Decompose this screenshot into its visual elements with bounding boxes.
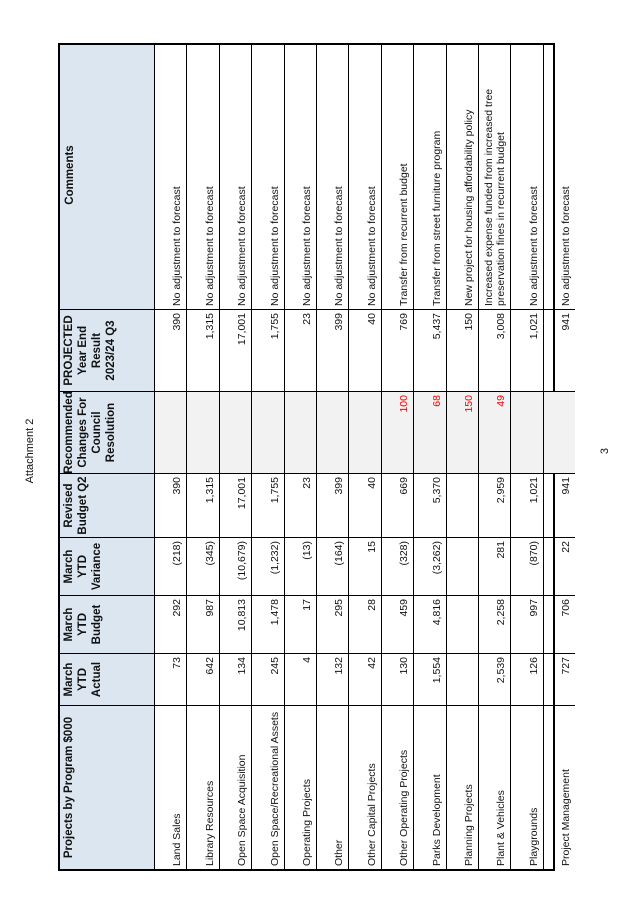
variance-cell: (3,262)	[414, 537, 445, 595]
table-row	[447, 45, 479, 869]
program-cell: Plant & Vehicles	[479, 705, 510, 869]
projected-cell: 1,315	[187, 309, 218, 391]
budget-cell	[447, 595, 478, 653]
program-cell: Open Space Acquisition	[220, 705, 251, 869]
comment-cell: Transfer from street furniture program	[430, 130, 443, 306]
program-cell: Operating Projects	[285, 705, 316, 869]
projects-table	[58, 43, 573, 871]
variance-cell: (10,679)	[220, 537, 251, 595]
variance-cell: 281	[479, 537, 510, 595]
actual-cell: 73	[155, 653, 186, 705]
table-row	[285, 45, 317, 869]
revised-budget-cell: 1,315	[187, 473, 218, 537]
table-row	[317, 45, 349, 869]
header-projected: PROJECTED Year End Result 2023/24 Q3	[60, 309, 154, 391]
budget-cell: 4,816	[414, 595, 445, 653]
header-comments: Comments	[64, 145, 76, 205]
actual-cell	[447, 653, 478, 705]
comment-cell: No adjustment to forecast	[268, 186, 281, 306]
comment-cell: Transfer from recurrent budget	[398, 163, 411, 306]
page-number: 3	[599, 447, 611, 455]
comment-cell: No adjustment to forecast	[333, 186, 346, 306]
program-cell: Open Space/Recreational Assets	[252, 705, 283, 869]
comment-cell: No adjustment to forecast	[203, 186, 216, 306]
program-cell: Other Capital Projects	[349, 705, 380, 869]
actual-cell: 132	[317, 653, 348, 705]
revised-budget-cell: 5,370	[414, 473, 445, 537]
comment-cell: No adjustment to forecast	[236, 186, 249, 306]
recommended-change-cell	[252, 391, 283, 473]
header-march-ytd-budget: March YTD Budget	[60, 595, 154, 653]
recommended-change-cell	[511, 391, 542, 473]
program-cell: Other Operating Projects	[382, 705, 413, 869]
budget-cell: 295	[317, 595, 348, 653]
budget-cell: 17	[285, 595, 316, 653]
recommended-change-cell	[544, 391, 575, 473]
budget-cell: 997	[511, 595, 542, 653]
revised-budget-cell: 941	[544, 473, 575, 537]
budget-cell: 2,258	[479, 595, 510, 653]
actual-cell: 727	[544, 653, 575, 705]
budget-cell: 28	[349, 595, 380, 653]
revised-budget-cell: 23	[285, 473, 316, 537]
table-viewport	[58, 43, 573, 871]
table-row	[544, 45, 575, 869]
table-row	[479, 45, 511, 869]
header-march-ytd-variance: March YTD Variance	[60, 537, 154, 595]
actual-cell: 2,539	[479, 653, 510, 705]
table-header	[60, 45, 155, 869]
projected-cell: 399	[317, 309, 348, 391]
table-row	[511, 45, 543, 869]
revised-budget-cell: 390	[155, 473, 186, 537]
projected-cell: 17,001	[220, 309, 251, 391]
program-cell: Library Resources	[187, 705, 218, 869]
recommended-change-cell	[187, 391, 218, 473]
actual-cell: 1,554	[414, 653, 445, 705]
budget-cell: 10,813	[220, 595, 251, 653]
program-cell: Project Management	[544, 705, 575, 869]
header-revised-budget: Revised Budget Q2	[60, 473, 154, 537]
actual-cell: 245	[252, 653, 283, 705]
actual-cell: 126	[511, 653, 542, 705]
program-cell: Planning Projects	[447, 705, 478, 869]
variance-cell: (1,232)	[252, 537, 283, 595]
table-row	[252, 45, 284, 869]
table-row	[155, 45, 187, 869]
revised-budget-cell: 1,755	[252, 473, 283, 537]
projected-cell: 40	[349, 309, 380, 391]
table-row	[220, 45, 252, 869]
actual-cell: 42	[349, 653, 380, 705]
header-recommended-changes: Recommended Changes For Council Resolution	[60, 391, 154, 473]
program-cell: Land Sales	[155, 705, 186, 869]
actual-cell: 130	[382, 653, 413, 705]
revised-budget-cell: 669	[382, 473, 413, 537]
recommended-change-cell: 150	[447, 391, 478, 473]
recommended-change-cell	[317, 391, 348, 473]
projected-cell: 1,021	[511, 309, 542, 391]
program-cell: Parks Development	[414, 705, 445, 869]
recommended-change-cell	[155, 391, 186, 473]
table-body	[155, 45, 575, 869]
recommended-change-cell: 68	[414, 391, 445, 473]
comment-cell: Increased expense funded from increased tree preservation fines in recurrent budget	[483, 88, 508, 306]
header-march-ytd-actual: March YTD Actual	[60, 653, 154, 705]
revised-budget-cell: 40	[349, 473, 380, 537]
recommended-change-cell: 49	[479, 391, 510, 473]
projected-cell: 3,008	[479, 309, 510, 391]
budget-cell: 292	[155, 595, 186, 653]
variance-cell: 15	[349, 537, 380, 595]
revised-budget-cell: 399	[317, 473, 348, 537]
program-cell: Other	[317, 705, 348, 869]
variance-cell: (345)	[187, 537, 218, 595]
budget-cell: 987	[187, 595, 218, 653]
comment-cell: No adjustment to forecast	[365, 186, 378, 306]
revised-budget-cell	[447, 473, 478, 537]
projected-cell: 769	[382, 309, 413, 391]
projected-cell: 23	[285, 309, 316, 391]
projected-cell: 941	[544, 309, 575, 391]
variance-cell: 22	[544, 537, 575, 595]
recommended-change-cell: 100	[382, 391, 413, 473]
recommended-change-cell	[220, 391, 251, 473]
budget-cell: 459	[382, 595, 413, 653]
actual-cell: 642	[187, 653, 218, 705]
comment-cell: No adjustment to forecast	[300, 186, 313, 306]
variance-cell: (164)	[317, 537, 348, 595]
table-row	[414, 45, 446, 869]
recommended-change-cell	[285, 391, 316, 473]
program-cell: Playgrounds	[511, 705, 542, 869]
projected-cell: 5,437	[414, 309, 445, 391]
variance-cell: (870)	[511, 537, 542, 595]
table-row	[349, 45, 381, 869]
comment-cell: No adjustment to forecast	[527, 186, 540, 306]
budget-cell: 706	[544, 595, 575, 653]
comment-cell: No adjustment to forecast	[171, 186, 184, 306]
variance-cell: (328)	[382, 537, 413, 595]
recommended-change-cell	[349, 391, 380, 473]
variance-cell	[447, 537, 478, 595]
actual-cell: 134	[220, 653, 251, 705]
projected-cell: 1,755	[252, 309, 283, 391]
table-row	[187, 45, 219, 869]
projected-cell: 150	[447, 309, 478, 391]
variance-cell: (13)	[285, 537, 316, 595]
revised-budget-cell: 1,021	[511, 473, 542, 537]
variance-cell: (218)	[155, 537, 186, 595]
projected-cell: 390	[155, 309, 186, 391]
revised-budget-cell: 17,001	[220, 473, 251, 537]
attachment-label: Attachment 2	[24, 418, 36, 484]
table-row	[382, 45, 414, 869]
budget-cell: 1,478	[252, 595, 283, 653]
comment-cell: No adjustment to forecast	[560, 186, 573, 306]
revised-budget-cell: 2,959	[479, 473, 510, 537]
comment-cell: New project for housing affordability policy	[462, 109, 475, 306]
actual-cell: 4	[285, 653, 316, 705]
header-program: Projects by Program $000	[60, 705, 154, 869]
